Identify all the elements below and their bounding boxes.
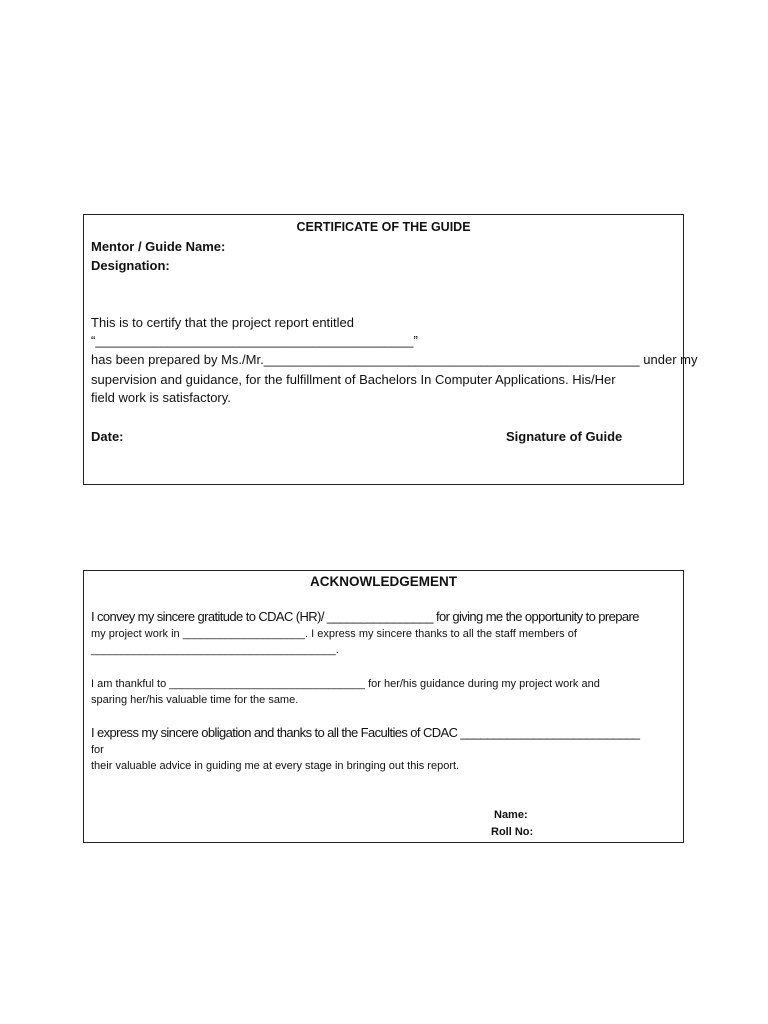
certificate-text-line-4: supervision and guidance, for the fulfillment of Bachelors In Computer Applications. His/Her xyxy=(91,372,616,387)
certificate-text-line-1: This is to certify that the project report entitled xyxy=(91,315,355,330)
name-label: Name: xyxy=(494,809,528,821)
acknowledgement-title: ACKNOWLEDGEMENT xyxy=(310,574,457,589)
certificate-box xyxy=(83,214,698,485)
signature-of-guide-label: Signature of Guide xyxy=(506,429,623,444)
ack-para3-line-2: for xyxy=(91,744,104,756)
ack-para2-line-1: I am thankful to ________________________________ for her/his guidance during my project work and xyxy=(91,678,600,690)
certificate-text-line-2: “____________________________________________” xyxy=(91,333,418,348)
ack-para2-line-2: sparing her/his valuable time for the same. xyxy=(91,694,299,706)
designation-label: Designation: xyxy=(91,258,170,273)
acknowledgement-box xyxy=(83,570,684,843)
ack-para1-line-2: my project work in ____________________. I express my sincere thanks to all the staff members of xyxy=(91,628,577,640)
certificate-text-line-5: field work is satisfactory. xyxy=(91,390,231,405)
date-label: Date: xyxy=(91,429,124,444)
ack-para3-line-3: their valuable advice in guiding me at every stage in bringing out this report. xyxy=(91,760,460,772)
roll-no-label: Roll No: xyxy=(491,826,534,838)
mentor-name-label: Mentor / Guide Name: xyxy=(91,239,226,254)
ack-para1-line-3: ________________________________________. xyxy=(91,644,339,656)
certificate-text-line-3: has been prepared by Ms./Mr.____________________________________________________ under my xyxy=(91,352,698,367)
ack-para3-line-1: I express my sincere obligation and thanks to all the Faculties of CDAC ___________________________ xyxy=(91,725,640,740)
ack-para1-line-1: I convey my sincere gratitude to CDAC (HR)/ ________________ for giving me the opportunity to prepare xyxy=(91,609,639,624)
certificate-title: CERTIFICATE OF THE GUIDE xyxy=(296,220,471,234)
